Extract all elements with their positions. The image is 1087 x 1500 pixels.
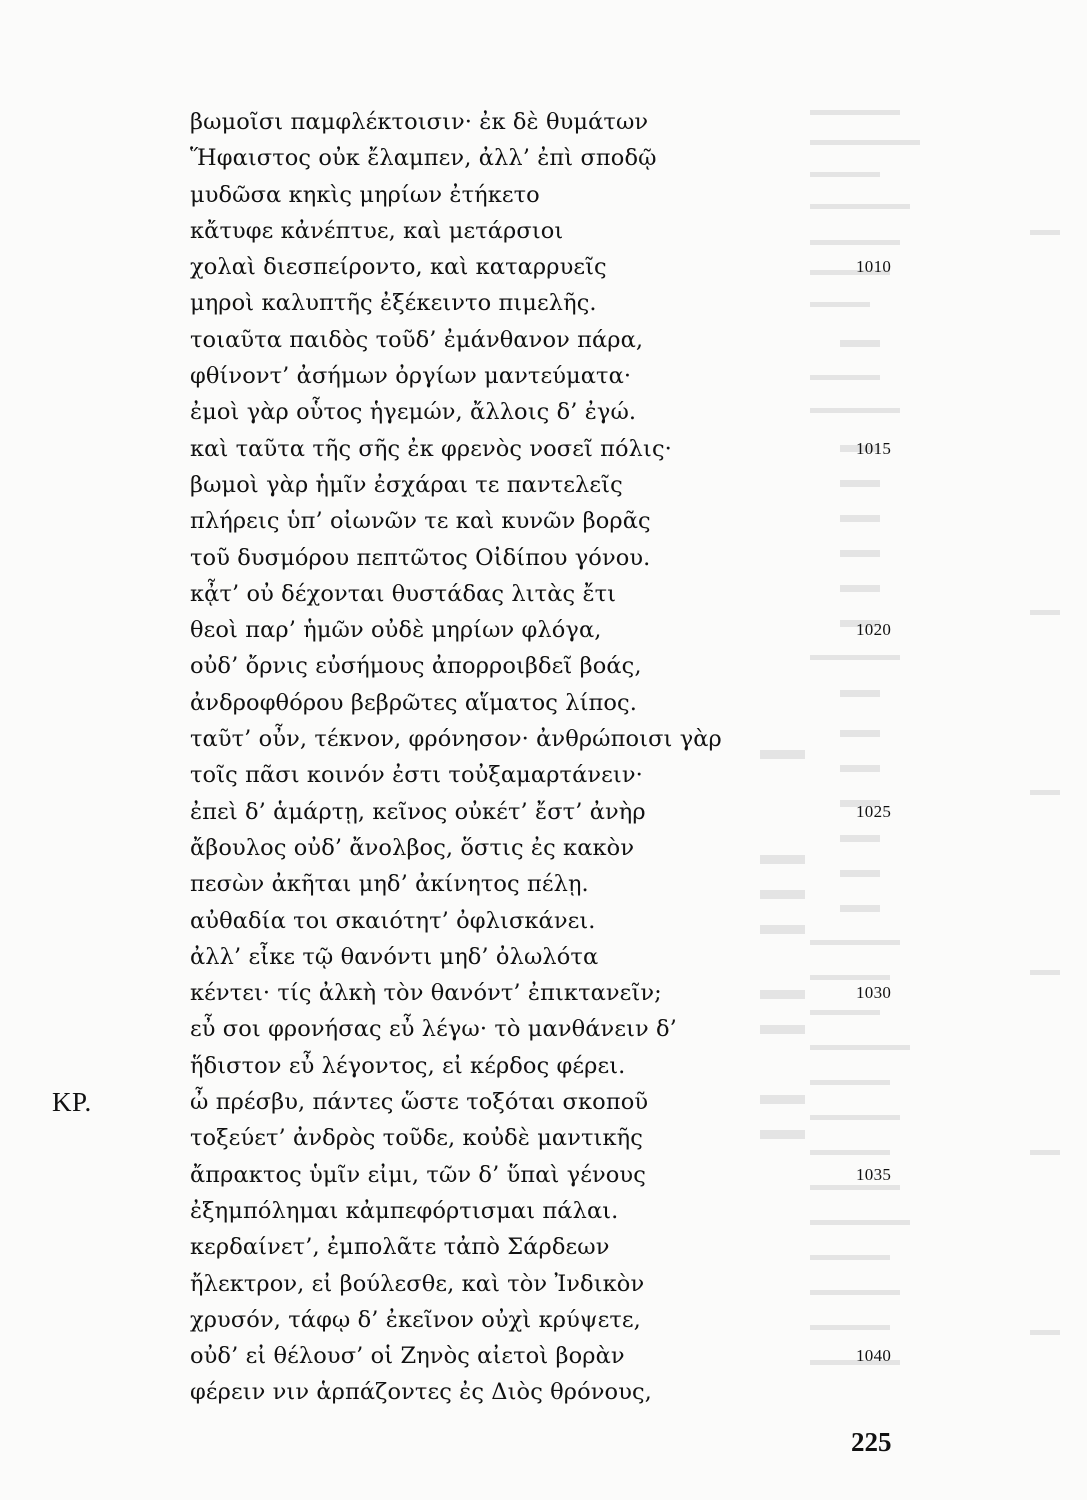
verse-text-line: ἄβουλος οὐδ’ ἄνολβος, ὅστις ἐς κακὸν <box>190 834 635 861</box>
page-number: 225 <box>851 1427 892 1457</box>
verse-text-line: τοξεύετ’ ἀνδρὸς τοῦδε, κοὐδὲ μαντικῆς <box>190 1125 643 1152</box>
verse-line <box>0 1229 1087 1265</box>
verse-text-line: χρυσόν, τάφῳ δ’ ἐκεῖνον οὐχὶ κρύψετε, <box>190 1306 641 1333</box>
verse-text-line: οὐδ’ ὄρνις εὐσήμους ἀπορροιβδεῖ βοάς, <box>190 653 642 680</box>
verse-text-line: ἐμοὶ γὰρ οὗτος ἡγεμών, ἄλλοις δ’ ἐγώ. <box>190 399 637 426</box>
verse-text-line: κερδαίνετ’, ἐμπολᾶτε τἀπὸ Σάρδεων <box>190 1234 610 1261</box>
verse-text-line: κἄτυφε κἀνέπτυε, καὶ μετάρσιοι <box>190 217 564 244</box>
verse-text-line: χολαὶ διεσπείροντο, καὶ καταρρυεῖς <box>190 254 607 281</box>
verse-line <box>0 685 1087 721</box>
verse-line <box>0 104 1087 140</box>
verse-line <box>0 576 1087 612</box>
verse-line <box>0 322 1087 358</box>
verse-text-line: βωμοὶ γὰρ ἡμῖν ἐσχάραι τε παντελεῖς <box>190 471 623 498</box>
verse-text-line: ὦ πρέσβυ, πάντες ὥστε τοξόται σκοποῦ <box>190 1089 649 1116</box>
verse-line <box>0 1157 1087 1193</box>
verse-line <box>0 213 1087 249</box>
verse-line <box>0 358 1087 394</box>
verse-text-line: καὶ ταῦτα τῆς σῆς ἐκ φρενὸς νοσεῖ πόλις· <box>190 435 672 462</box>
verse-text-line: βωμοῖσι παμφλέκτοισιν· ἐκ δὲ θυμάτων <box>190 109 649 135</box>
line-number: 1010 <box>856 257 892 277</box>
verse-text-line: φθίνοντ’ ἀσήμων ὀργίων μαντεύματα· <box>190 363 632 390</box>
verse-text-line: κᾆτ’ οὐ δέχονται θυστάδας λιτὰς ἔτι <box>190 580 617 607</box>
verse-text-line: κέντει· τίς ἀλκὴ τὸν θανόντ’ ἐπικτανεῖν; <box>190 980 662 1007</box>
verse-text <box>0 104 1087 1411</box>
verse-line <box>0 975 1087 1011</box>
verse-text-line: τοῖς πᾶσι κοινόν ἐστι τοὐξαμαρτάνειν· <box>190 762 643 789</box>
verse-text-line: αὐθαδία τοι σκαιότητ’ ὀφλισκάνει. <box>190 907 596 934</box>
line-number: 1040 <box>856 1346 892 1366</box>
verse-line <box>0 612 1087 648</box>
speaker-label: ΚΡ. <box>52 1087 92 1118</box>
verse-line <box>0 939 1087 975</box>
verse-line <box>0 467 1087 503</box>
verse-text-line: ἥδιστον εὖ λέγοντος, εἰ κέρδος φέρει. <box>190 1052 626 1079</box>
verse-line <box>0 249 1087 285</box>
verse-line <box>0 757 1087 793</box>
verse-text-line: ἐπεὶ δ’ ἁμάρτῃ, κεῖνος οὐκέτ’ ἔστ’ ἀνὴρ <box>190 798 646 825</box>
verse-line <box>0 1120 1087 1156</box>
line-number: 1030 <box>856 983 892 1003</box>
verse-line <box>0 503 1087 539</box>
verse-line <box>0 830 1087 866</box>
verse-text-line: ἀνδροφθόρου βεβρῶτες αἵματος λίπος. <box>190 689 637 716</box>
verse-line <box>0 721 1087 757</box>
verse-line <box>0 1011 1087 1047</box>
verse-text-line: τοιαῦτα παιδὸς τοῦδ’ ἐμάνθανον πάρα, <box>190 326 644 353</box>
verse-line <box>0 903 1087 939</box>
verse-line <box>0 866 1087 902</box>
verse-text-line: πεσὼν ἀκῆται μηδ’ ἀκίνητος πέλῃ. <box>190 871 589 898</box>
verse-text-line: τοῦ δυσμόρου πεπτῶτος Οἰδίπου γόνου. <box>190 544 651 571</box>
verse-text-line: πλήρεις ὑπ’ οἰωνῶν τε καὶ κυνῶν βορᾶς <box>190 508 651 535</box>
line-number: 1020 <box>856 620 892 640</box>
verse-line <box>0 1302 1087 1338</box>
verse-text-line: οὐδ’ εἰ θέλουσ’ οἱ Ζηνὸς αἰετοὶ βορὰν <box>190 1343 625 1370</box>
verse-text-line: εὖ σοι φρονήσας εὖ λέγω· τὸ μανθάνειν δ’ <box>190 1016 677 1043</box>
line-number: 1035 <box>856 1164 892 1184</box>
verse-text-line: μηροὶ καλυπτῆς ἐξέκειντο πιμελῆς. <box>190 290 597 317</box>
verse-line <box>0 431 1087 467</box>
verse-text-line: φέρειν νιν ἁρπάζοντες ἐς Διὸς θρόνους, <box>190 1379 652 1406</box>
verse-line <box>0 540 1087 576</box>
verse-text-line: ταῦτ’ οὖν, τέκνον, φρόνησον· ἀνθρώποισι γὰρ <box>190 726 722 753</box>
verse-text-line: ἀλλ’ εἶκε τῷ θανόντι μηδ’ ὀλωλότα <box>190 943 599 970</box>
verse-text-line: ἤλεκτρον, εἰ βούλεσθε, καὶ τὸν Ἰνδικὸν <box>190 1270 645 1297</box>
verse-line <box>0 1193 1087 1229</box>
line-number: 1015 <box>856 438 892 458</box>
verse-line <box>0 140 1087 176</box>
verse-text-line: θεοὶ παρ’ ἡμῶν οὐδὲ μηρίων φλόγα, <box>190 617 602 644</box>
verse-text-line: ἄπρακτος ὑμῖν εἰμι, τῶν δ’ ὕπαὶ γένους <box>190 1161 646 1188</box>
verse-text-line: ἐξημπόλημαι κἀμπεφόρτισμαι πάλαι. <box>190 1197 619 1224</box>
verse-line <box>0 1048 1087 1084</box>
verse-line <box>0 285 1087 321</box>
verse-text-line: μυδῶσα κηκὶς μηρίων ἐτήκετο <box>190 181 540 208</box>
verse-line <box>0 394 1087 430</box>
verse-line <box>0 648 1087 684</box>
verse-line <box>0 1084 1087 1120</box>
verse-line <box>0 1374 1087 1410</box>
verse-line <box>0 1266 1087 1302</box>
line-number: 1025 <box>856 801 892 821</box>
verse-line <box>0 177 1087 213</box>
verse-line <box>0 794 1087 830</box>
verse-text-line: Ἥφαιστος οὐκ ἔλαμπεν, ἀλλ’ ἐπὶ σποδῷ <box>190 145 657 172</box>
verse-line <box>0 1338 1087 1374</box>
